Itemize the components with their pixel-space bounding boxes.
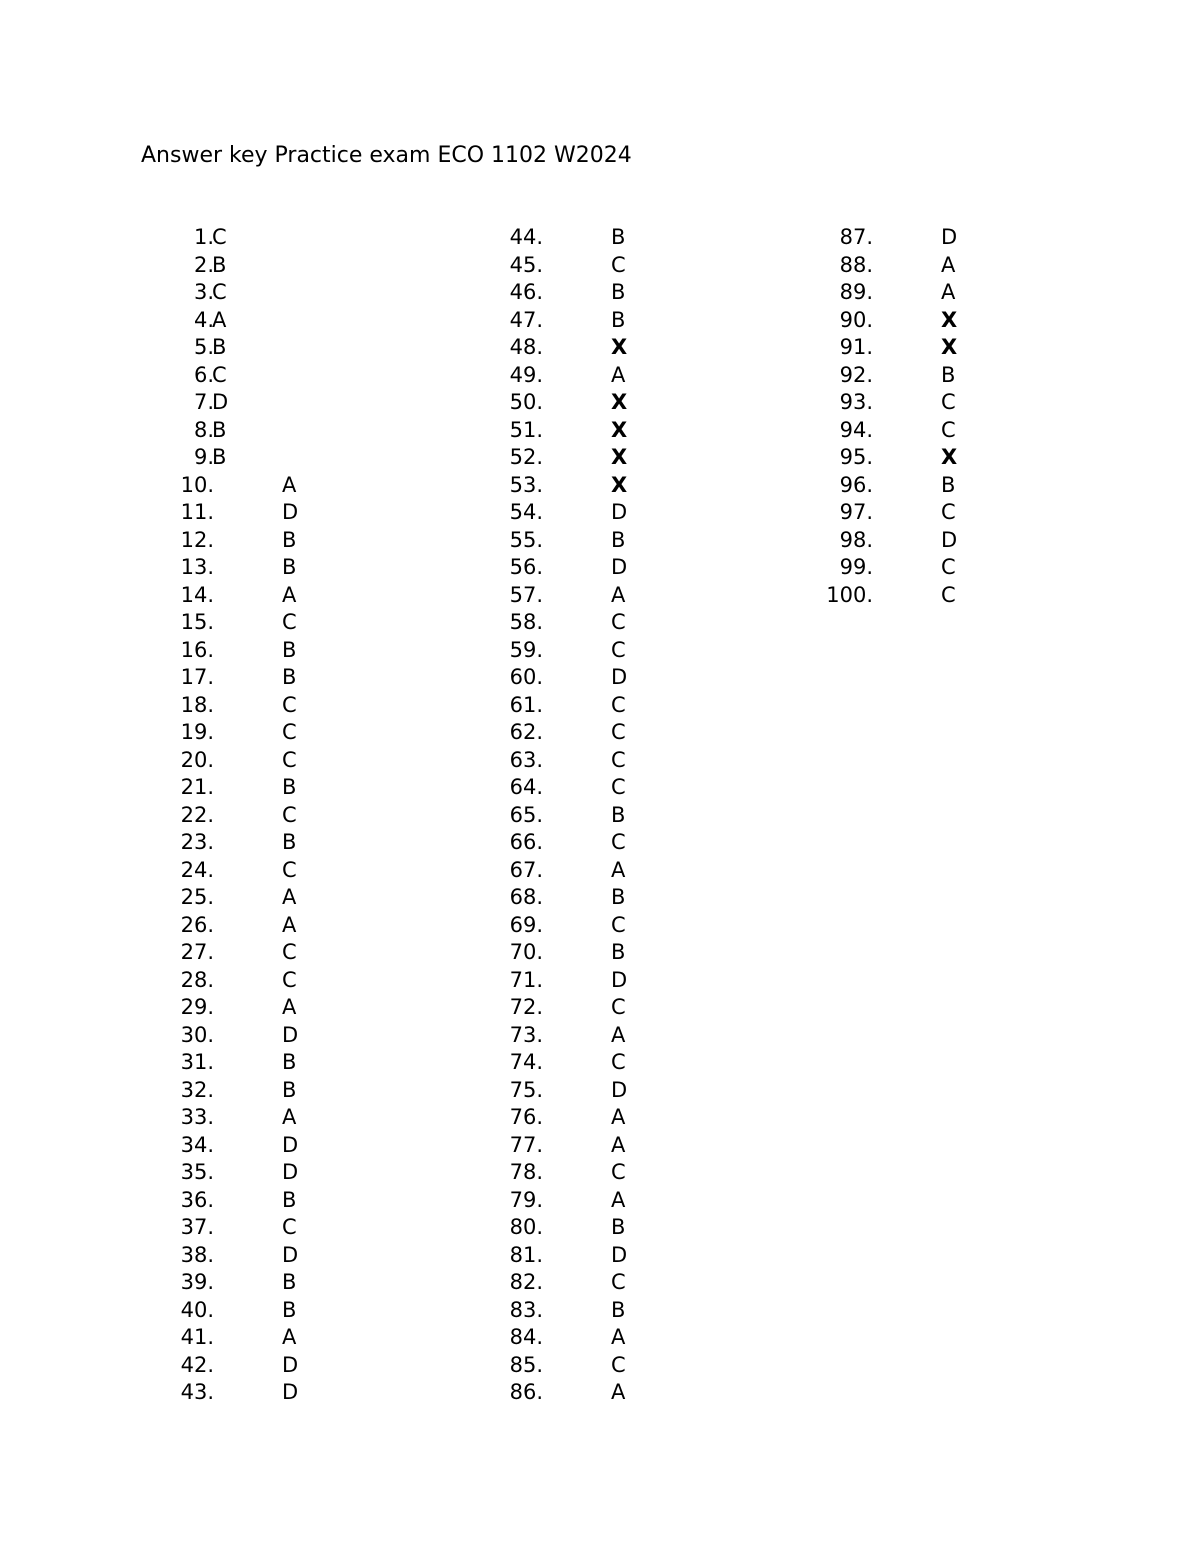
question-number: 4.: [193, 307, 214, 332]
answer-letter: C: [941, 417, 956, 442]
answer-letter: A: [611, 1325, 626, 1349]
answer-letter: C: [282, 720, 297, 744]
answer-letter: A: [611, 1022, 626, 1047]
answer-letter: X: [611, 335, 628, 359]
answer-letter: D: [282, 500, 299, 524]
question-number: 88.: [839, 252, 873, 277]
answer-letter: B: [282, 1077, 297, 1102]
question-number: 3.: [193, 280, 214, 304]
question-number: 49.: [509, 362, 543, 387]
question-number: 91.: [839, 335, 873, 359]
answer-letter: B: [611, 1215, 626, 1239]
answer-letter: D: [941, 527, 958, 552]
question-number: 90.: [839, 307, 873, 332]
question-number: 64.: [509, 775, 543, 799]
answer-letter: C: [611, 1352, 626, 1377]
answer-letter: C: [611, 1270, 626, 1294]
question-number: 9.: [193, 445, 214, 469]
question-number: 14.: [180, 582, 214, 607]
question-number: 13.: [180, 555, 214, 579]
question-number: 12.: [180, 527, 214, 552]
question-number: 45.: [509, 252, 543, 277]
question-number: 44.: [509, 225, 543, 249]
answer-letter: B: [611, 527, 626, 552]
answer-letter: C: [941, 555, 956, 579]
answer-letter: A: [282, 582, 297, 607]
answer-letter: A: [282, 885, 297, 909]
question-number: 15.: [180, 610, 214, 634]
question-number: 100.: [826, 582, 873, 607]
answer-letter: C: [611, 720, 626, 744]
question-number: 11.: [180, 500, 214, 524]
answer-letter: C: [212, 280, 227, 304]
answer-letter: A: [611, 1380, 626, 1404]
question-number: 74.: [509, 1050, 543, 1074]
question-number: 39.: [180, 1270, 214, 1294]
answer-letter: A: [282, 1105, 297, 1129]
answer-letter: A: [941, 280, 956, 304]
answer-letter: C: [282, 1215, 297, 1239]
question-number: 98.: [839, 527, 873, 552]
question-number: 52.: [509, 445, 543, 469]
question-number: 34.: [180, 1132, 214, 1157]
answer-letter: B: [611, 307, 626, 332]
question-number: 77.: [509, 1132, 543, 1157]
answer-letter: D: [212, 390, 229, 414]
answer-letter: D: [282, 1160, 299, 1184]
question-number: 29.: [180, 995, 214, 1019]
question-number: 87.: [839, 225, 873, 249]
answer-letter: C: [212, 362, 227, 387]
answer-letter: D: [611, 500, 628, 524]
answer-letter: C: [611, 830, 626, 854]
question-number: 85.: [509, 1352, 543, 1377]
answer-letter: C: [611, 912, 626, 937]
answer-letter: A: [611, 362, 626, 387]
answer-letter: C: [611, 1160, 626, 1184]
answer-letter: D: [282, 1352, 299, 1377]
answer-letter: D: [282, 1022, 299, 1047]
answer-letter: B: [282, 1297, 297, 1322]
answer-letter: X: [941, 445, 958, 469]
answer-letter: B: [282, 1050, 297, 1074]
answer-letter: B: [212, 445, 227, 469]
question-number: 1.: [193, 225, 214, 249]
answer-letter: A: [611, 1187, 626, 1212]
question-number: 28.: [180, 967, 214, 992]
question-number: 61.: [509, 692, 543, 717]
answer-letter: B: [611, 225, 626, 249]
answer-letter: B: [282, 1187, 297, 1212]
question-number: 38.: [180, 1242, 214, 1267]
answer-letter: X: [611, 445, 628, 469]
answer-letter: D: [611, 1077, 628, 1102]
question-number: 72.: [509, 995, 543, 1019]
answer-letter: D: [282, 1380, 299, 1404]
question-number: 57.: [509, 582, 543, 607]
question-number: 83.: [509, 1297, 543, 1322]
question-number: 19.: [180, 720, 214, 744]
answer-letter: B: [212, 417, 227, 442]
question-number: 82.: [509, 1270, 543, 1294]
answer-letter: C: [941, 390, 956, 414]
answer-letter: D: [611, 1242, 628, 1267]
question-number: 41.: [180, 1325, 214, 1349]
answer-letter: D: [611, 555, 628, 579]
question-number: 50.: [509, 390, 543, 414]
answer-letter: B: [611, 280, 626, 304]
answer-letter: C: [282, 610, 297, 634]
answer-letter: B: [282, 637, 297, 662]
answer-letter: C: [941, 500, 956, 524]
question-number: 35.: [180, 1160, 214, 1184]
question-number: 75.: [509, 1077, 543, 1102]
question-number: 31.: [180, 1050, 214, 1074]
document-title: Answer key Practice exam ECO 1102 W2024: [141, 143, 632, 168]
question-number: 69.: [509, 912, 543, 937]
answer-letter: D: [941, 225, 958, 249]
answer-letter: D: [282, 1242, 299, 1267]
question-number: 59.: [509, 637, 543, 662]
question-number: 65.: [509, 802, 543, 827]
answer-letter: C: [212, 225, 227, 249]
answer-letter: C: [941, 582, 956, 607]
answer-letter: A: [611, 1105, 626, 1129]
question-number: 18.: [180, 692, 214, 717]
question-number: 63.: [509, 747, 543, 772]
answer-letter: A: [611, 1132, 626, 1157]
question-number: 43.: [180, 1380, 214, 1404]
answer-letter: X: [611, 472, 628, 497]
question-number: 92.: [839, 362, 873, 387]
question-number: 76.: [509, 1105, 543, 1129]
question-number: 55.: [509, 527, 543, 552]
question-number: 22.: [180, 802, 214, 827]
question-number: 73.: [509, 1022, 543, 1047]
answer-letter: B: [941, 362, 956, 387]
question-number: 46.: [509, 280, 543, 304]
question-number: 2.: [193, 252, 214, 277]
answer-letter: C: [282, 857, 297, 882]
answer-letter: C: [611, 637, 626, 662]
question-number: 8.: [193, 417, 214, 442]
answer-letter: C: [611, 610, 626, 634]
answer-letter: X: [941, 335, 958, 359]
answer-letter: C: [611, 692, 626, 717]
question-number: 97.: [839, 500, 873, 524]
question-number: 36.: [180, 1187, 214, 1212]
question-number: 96.: [839, 472, 873, 497]
question-number: 81.: [509, 1242, 543, 1267]
question-number: 95.: [839, 445, 873, 469]
question-number: 99.: [839, 555, 873, 579]
answer-letter: C: [611, 1050, 626, 1074]
answer-letter: A: [611, 582, 626, 607]
question-number: 70.: [509, 940, 543, 964]
question-number: 47.: [509, 307, 543, 332]
question-number: 51.: [509, 417, 543, 442]
answer-letter: D: [611, 967, 628, 992]
question-number: 68.: [509, 885, 543, 909]
question-number: 5.: [193, 335, 214, 359]
question-number: 24.: [180, 857, 214, 882]
question-number: 56.: [509, 555, 543, 579]
question-number: 58.: [509, 610, 543, 634]
question-number: 78.: [509, 1160, 543, 1184]
answer-letter: B: [282, 555, 297, 579]
answer-letter: B: [611, 802, 626, 827]
answer-letter: B: [282, 1270, 297, 1294]
question-number: 93.: [839, 390, 873, 414]
question-number: 42.: [180, 1352, 214, 1377]
answer-letter: C: [282, 802, 297, 827]
answer-letter: A: [212, 307, 227, 332]
answer-letter: A: [611, 857, 626, 882]
question-number: 62.: [509, 720, 543, 744]
answer-letter: C: [611, 775, 626, 799]
question-number: 30.: [180, 1022, 214, 1047]
question-number: 23.: [180, 830, 214, 854]
question-number: 26.: [180, 912, 214, 937]
answer-letter: C: [282, 940, 297, 964]
question-number: 10.: [180, 472, 214, 497]
answer-letter: B: [212, 335, 227, 359]
answer-letter: D: [282, 1132, 299, 1157]
answer-letter: B: [611, 885, 626, 909]
answer-letter: B: [611, 1297, 626, 1322]
question-number: 6.: [193, 362, 214, 387]
question-number: 32.: [180, 1077, 214, 1102]
question-number: 25.: [180, 885, 214, 909]
question-number: 21.: [180, 775, 214, 799]
answer-letter: X: [941, 307, 958, 332]
answer-letter: B: [282, 665, 297, 689]
question-number: 54.: [509, 500, 543, 524]
answer-letter: C: [611, 747, 626, 772]
answer-letter: B: [611, 940, 626, 964]
question-number: 86.: [509, 1380, 543, 1404]
answer-letter: C: [282, 747, 297, 772]
question-number: 33.: [180, 1105, 214, 1129]
question-number: 84.: [509, 1325, 543, 1349]
answer-letter: A: [941, 252, 956, 277]
answer-letter: B: [282, 775, 297, 799]
answer-letter: B: [212, 252, 227, 277]
answer-letter: A: [282, 912, 297, 937]
answer-letter: X: [611, 417, 628, 442]
question-number: 27.: [180, 940, 214, 964]
answer-letter: C: [611, 252, 626, 277]
question-number: 37.: [180, 1215, 214, 1239]
answer-letter: B: [282, 527, 297, 552]
question-number: 67.: [509, 857, 543, 882]
question-number: 40.: [180, 1297, 214, 1322]
answer-letter: B: [941, 472, 956, 497]
question-number: 48.: [509, 335, 543, 359]
question-number: 80.: [509, 1215, 543, 1239]
question-number: 17.: [180, 665, 214, 689]
question-number: 66.: [509, 830, 543, 854]
question-number: 94.: [839, 417, 873, 442]
answer-letter: B: [282, 830, 297, 854]
question-number: 89.: [839, 280, 873, 304]
answer-letter: D: [611, 665, 628, 689]
question-number: 16.: [180, 637, 214, 662]
answer-letter: A: [282, 472, 297, 497]
question-number: 60.: [509, 665, 543, 689]
answer-letter: A: [282, 995, 297, 1019]
answer-letter: A: [282, 1325, 297, 1349]
question-number: 7.: [193, 390, 214, 414]
question-number: 79.: [509, 1187, 543, 1212]
answer-letter: C: [611, 995, 626, 1019]
answer-letter: X: [611, 390, 628, 414]
question-number: 53.: [509, 472, 543, 497]
question-number: 20.: [180, 747, 214, 772]
answer-letter: C: [282, 692, 297, 717]
question-number: 71.: [509, 967, 543, 992]
answer-letter: C: [282, 967, 297, 992]
